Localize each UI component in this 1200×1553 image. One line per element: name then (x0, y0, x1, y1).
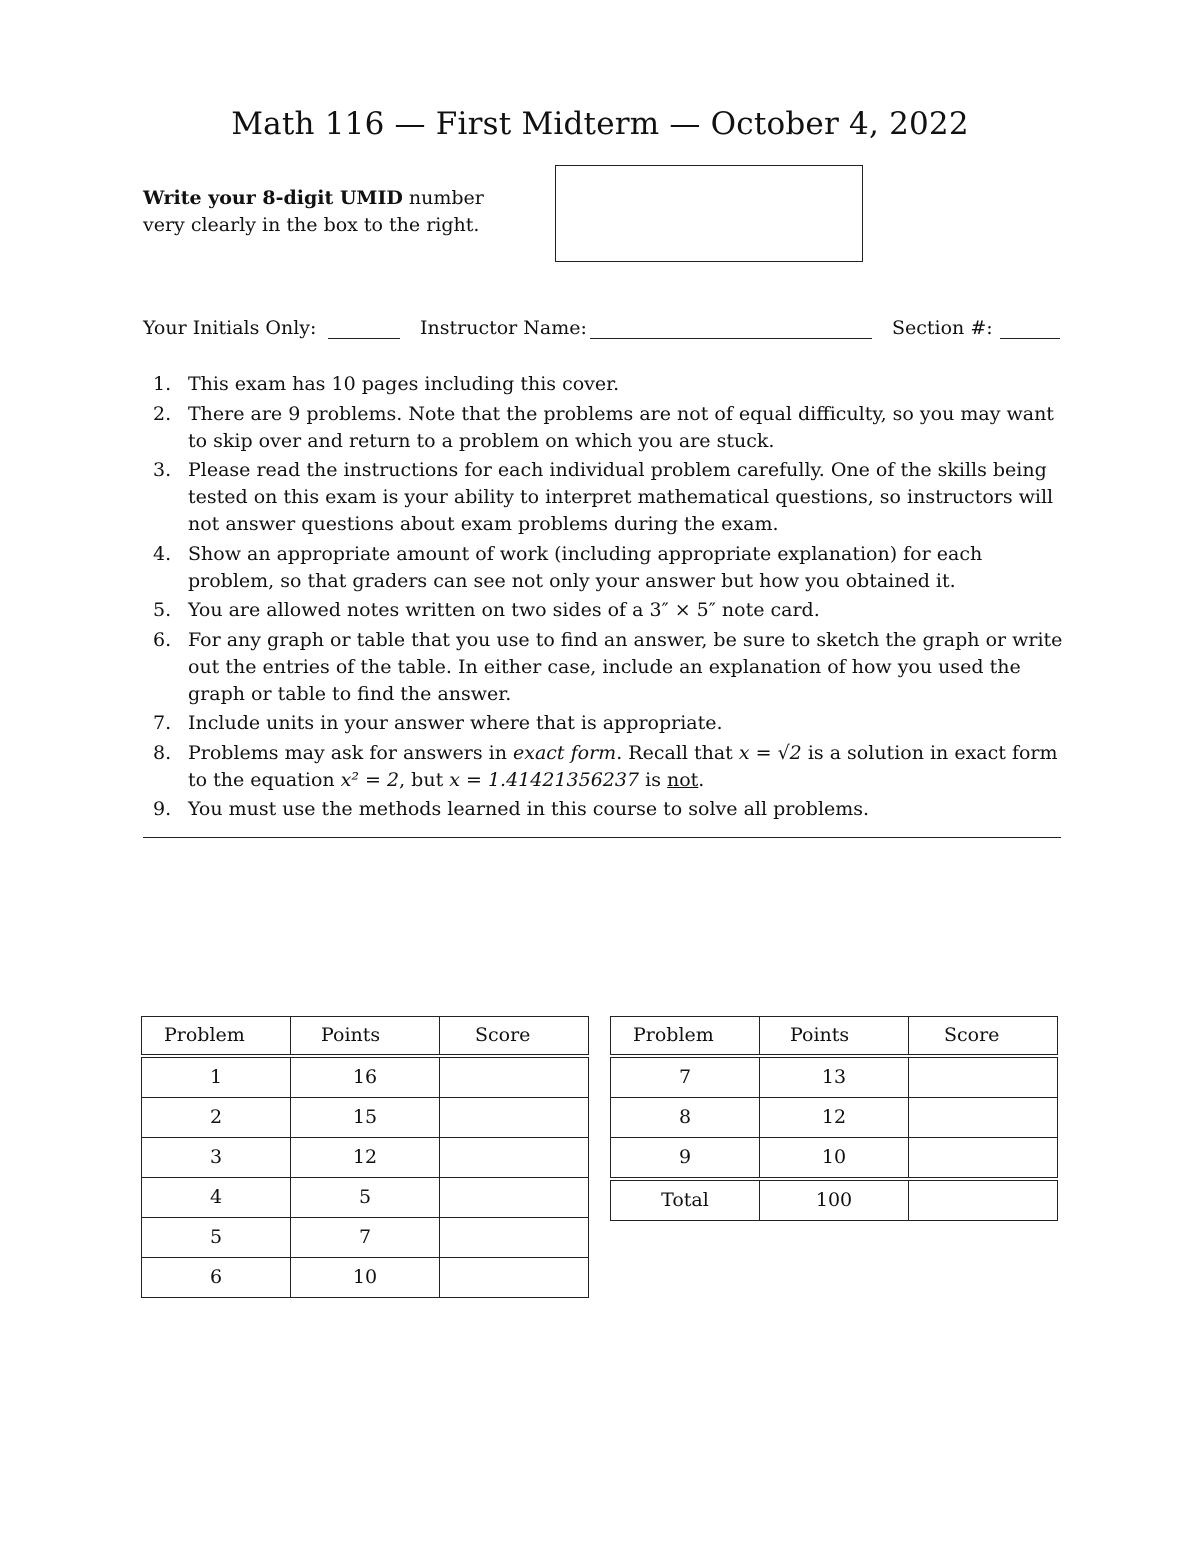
instructor-blank[interactable] (590, 338, 872, 339)
table-row (142, 1137, 589, 1177)
table-header-row (611, 1017, 1058, 1056)
table-header-row (142, 1017, 589, 1056)
cell-score[interactable] (440, 1217, 589, 1257)
item-text: You are allowed notes written on two sides of a 3″ × 5″ note card. (188, 599, 820, 621)
cell-problem: 1 (142, 1056, 291, 1098)
table-row (142, 1257, 589, 1297)
header-problem: Problem (142, 1017, 291, 1056)
cell-points: 13 (760, 1056, 909, 1098)
item-text: Please read the instructions for each individual problem carefully. One of the skills being tested on this exam is your ability to interpret mathematical questions, so instructors will not answer questions about exam problems during the exam. (188, 459, 1054, 535)
table-row (142, 1217, 589, 1257)
item-text: This exam has 10 pages including this cover. (188, 373, 620, 395)
cell-points: 15 (291, 1097, 440, 1137)
list-item (143, 401, 1063, 455)
math-expression: x² = 2 (340, 768, 400, 791)
instructions-list (143, 371, 1063, 826)
list-item (143, 796, 1063, 823)
table-row (142, 1177, 589, 1217)
table-row (611, 1137, 1058, 1179)
item-number: 9. (153, 798, 172, 820)
score-table-left (141, 1016, 589, 1298)
item-text: Problems may ask for answers in exact form. Recall that x = √2 is a solution in exact form to the equation x² = 2, but x = 1.41421356237 is not. (188, 741, 1058, 791)
item-number: 3. (153, 459, 172, 481)
item-number: 2. (153, 402, 172, 425)
item-text: For any graph or table that you use to find an answer, be sure to sketch the graph or write out the entries of the table. In either case, include an explanation of how you used the graph or table to find the answer. (188, 628, 1063, 705)
exact-form-term: exact form (513, 741, 617, 764)
total-row (611, 1179, 1058, 1221)
math-expression: x = √2 (738, 741, 802, 764)
cell-points: 10 (760, 1137, 909, 1179)
list-item (143, 541, 1063, 595)
item-number: 7. (153, 712, 172, 734)
item-number: 4. (153, 542, 172, 565)
list-item (143, 597, 1063, 624)
cell-score[interactable] (440, 1257, 589, 1297)
total-score[interactable] (909, 1179, 1058, 1221)
list-item (143, 457, 1063, 538)
cell-points: 16 (291, 1056, 440, 1098)
cell-points: 7 (291, 1217, 440, 1257)
table-row (142, 1097, 589, 1137)
item-text: You must use the methods learned in this course to solve all problems. (188, 798, 870, 820)
cell-problem: 3 (142, 1137, 291, 1177)
list-item (143, 710, 1063, 737)
instructor-label: Instructor Name: (420, 317, 587, 339)
initials-blank[interactable] (328, 338, 400, 339)
cell-problem: 8 (611, 1097, 760, 1137)
cell-problem: 9 (611, 1137, 760, 1179)
table-row (611, 1056, 1058, 1098)
list-item (143, 627, 1063, 708)
cell-problem: 6 (142, 1257, 291, 1297)
cell-problem: 7 (611, 1056, 760, 1098)
student-info-row (143, 317, 1061, 347)
cell-score[interactable] (440, 1137, 589, 1177)
umid-instructions-bold: Write your 8-digit UMID (143, 187, 403, 209)
divider (143, 837, 1061, 838)
total-points: 100 (760, 1179, 909, 1221)
cell-points: 5 (291, 1177, 440, 1217)
cell-score[interactable] (909, 1056, 1058, 1098)
table-row (611, 1097, 1058, 1137)
item-number: 1. (153, 373, 172, 395)
page-title: Math 116 — First Midterm — October 4, 2022 (231, 106, 969, 142)
total-label: Total (611, 1179, 760, 1221)
item-number: 5. (153, 599, 172, 621)
underlined-not: not (666, 768, 699, 791)
cell-score[interactable] (440, 1177, 589, 1217)
item-number: 8. (153, 741, 172, 764)
cell-points: 12 (760, 1097, 909, 1137)
umid-instructions-rest: number (402, 187, 484, 209)
umid-instructions (143, 185, 543, 239)
umid-instructions-line2: very clearly in the box to the right. (143, 214, 480, 236)
item-number: 6. (153, 628, 172, 651)
math-expression: x = 1.41421356237 (449, 768, 640, 791)
cell-score[interactable] (440, 1097, 589, 1137)
cell-score[interactable] (909, 1137, 1058, 1179)
cell-score[interactable] (440, 1056, 589, 1098)
table-row (142, 1056, 589, 1098)
header-score: Score (909, 1017, 1058, 1056)
cell-problem: 5 (142, 1217, 291, 1257)
list-item (143, 371, 1063, 398)
list-item (143, 740, 1063, 794)
header-points: Points (291, 1017, 440, 1056)
header-problem: Problem (611, 1017, 760, 1056)
initials-label: Your Initials Only: (143, 317, 317, 339)
score-table-right (610, 1016, 1058, 1221)
item-text: There are 9 problems. Note that the problems are not of equal difficulty, so you may want to skip over and return to a problem on which you are stuck. (188, 402, 1054, 452)
cell-points: 10 (291, 1257, 440, 1297)
item-text: Include units in your answer where that is appropriate. (188, 712, 723, 734)
section-blank[interactable] (1000, 338, 1060, 339)
umid-box[interactable] (555, 165, 863, 262)
header-points: Points (760, 1017, 909, 1056)
section-label: Section #: (892, 317, 993, 339)
cell-problem: 2 (142, 1097, 291, 1137)
cell-score[interactable] (909, 1097, 1058, 1137)
item-text: Show an appropriate amount of work (including appropriate explanation) for each problem, so that graders can see not only your answer but how you obtained it. (188, 542, 983, 592)
header-score: Score (440, 1017, 589, 1056)
cell-points: 12 (291, 1137, 440, 1177)
cell-problem: 4 (142, 1177, 291, 1217)
